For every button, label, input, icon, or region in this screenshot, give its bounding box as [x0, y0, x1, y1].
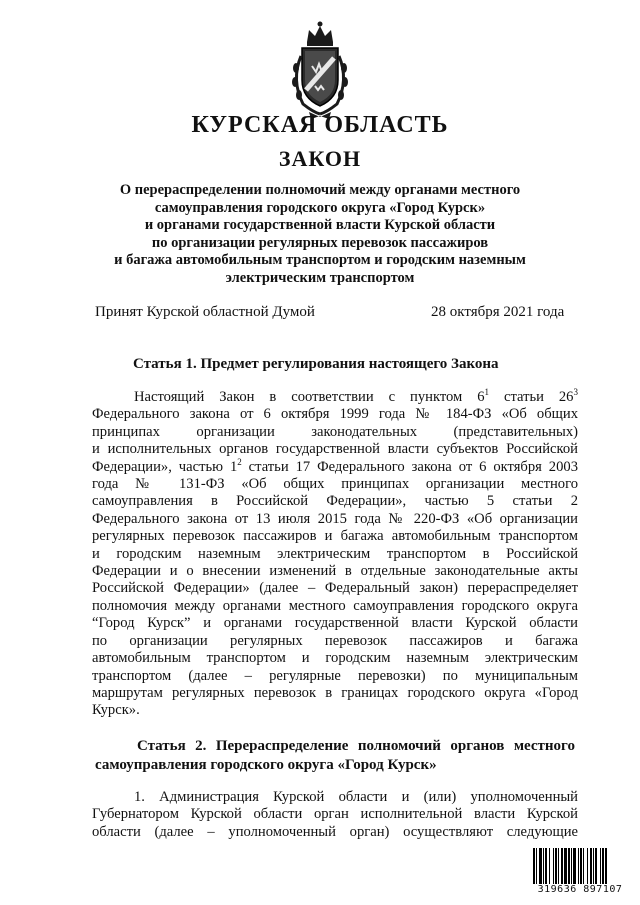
accepted-by: Принят Курской областной Думой — [95, 304, 315, 320]
paragraph-line: регулярных перевозок пассажиров и багажа автомобильным транспортом — [92, 528, 578, 545]
paragraph-line: Федерации и о внесении изменений в отдельные законодательные акты — [92, 563, 578, 580]
paragraph-line: Губернатором Курской области орган исполнительной власти Курской — [92, 806, 578, 823]
paragraph-line: и городским наземным электрическим транспортом в Российской — [92, 545, 578, 562]
article-2-paragraph — [92, 789, 578, 841]
paragraph-line: принципах организации законодательных (представительных) — [92, 423, 578, 440]
paragraph-line: автомобильным транспортом и городским наземным электрическим — [92, 650, 578, 667]
law-title-line: и органами государственной власти Курской области — [144, 217, 496, 233]
paragraph-line: года № 131-ФЗ «Об общих принципах организации местного — [92, 476, 578, 493]
article-2-heading-line: самоуправления городского округа «Город Курск» — [95, 757, 437, 773]
paragraph-line: Федерации», частью $1^2$ статьи 17 Федерального закона от 6 октября 2003 — [92, 456, 578, 475]
accepted-date: 28 октября 2021 года — [431, 304, 565, 320]
paragraph-line: полномочия между органами местного самоуправления городского округа — [92, 597, 578, 614]
paragraph-line: “Город Курск” и органами государственной власти Курской области — [92, 615, 578, 632]
article-1-paragraph — [92, 389, 578, 720]
paragraph-line: по организации регулярных перевозок пассажиров и багажа — [92, 632, 578, 649]
article-1-heading: Статья 1. Предмет регулирования настоящего Закона — [133, 356, 499, 372]
paragraph-line: и исполнительных органов государственной власти субъектов Российской — [92, 441, 578, 458]
law-title — [95, 182, 545, 287]
paragraph-line: маршрутам регулярных перевозок в границах городского округа «Город — [92, 684, 578, 701]
law-title-line: самоуправления городского округа «Город Курск» — [154, 199, 486, 216]
paragraph-line: Федерального закона от 6 октября 1999 года № 184-ФЗ «Об общих — [92, 406, 578, 423]
document-type-heading: ЗАКОН — [278, 146, 362, 171]
paragraph-line: Настоящий Закон в соответствии с пунктом $6^1$ статьи $26^3$ — [134, 387, 578, 405]
paragraph-line: Федерального закона от 13 июля 2015 года № 220-ФЗ «Об организации — [92, 510, 578, 527]
paragraph-line: транспортом (далее – регулярные перевозки) по муниципальным — [92, 667, 578, 684]
region-heading: КУРСКАЯ ОБЛАСТЬ — [191, 112, 449, 138]
law-title-line: по организации регулярных перевозок пассажиров — [151, 234, 489, 251]
law-title-line: О перераспределении полномочий между органами местного — [119, 182, 521, 198]
paragraph-line: области (далее – уполномоченный орган) осуществляют следующие — [92, 823, 578, 840]
paragraph-line: 1. Администрация Курской области и (или) уполномоченный — [134, 789, 578, 805]
paragraph-line: Российской Федерации» (далее – Федеральный закон) перераспределяет — [92, 580, 578, 597]
law-title-line: электрическим транспортом — [225, 269, 415, 286]
article-2-heading — [95, 737, 575, 775]
paragraph-line: Курск». — [92, 702, 140, 719]
paragraph-line: самоуправления в Российской Федерации», частью 5 статьи 2 — [92, 493, 578, 510]
coat-of-arms-emblem — [285, 20, 355, 120]
article-2-heading-line: Статья 2. Перераспределение полномочий органов местного — [137, 738, 575, 754]
barcode-number: 319636 897107 — [532, 884, 628, 895]
law-title-line: и багажа автомобильным транспортом и городским наземным — [114, 252, 526, 268]
